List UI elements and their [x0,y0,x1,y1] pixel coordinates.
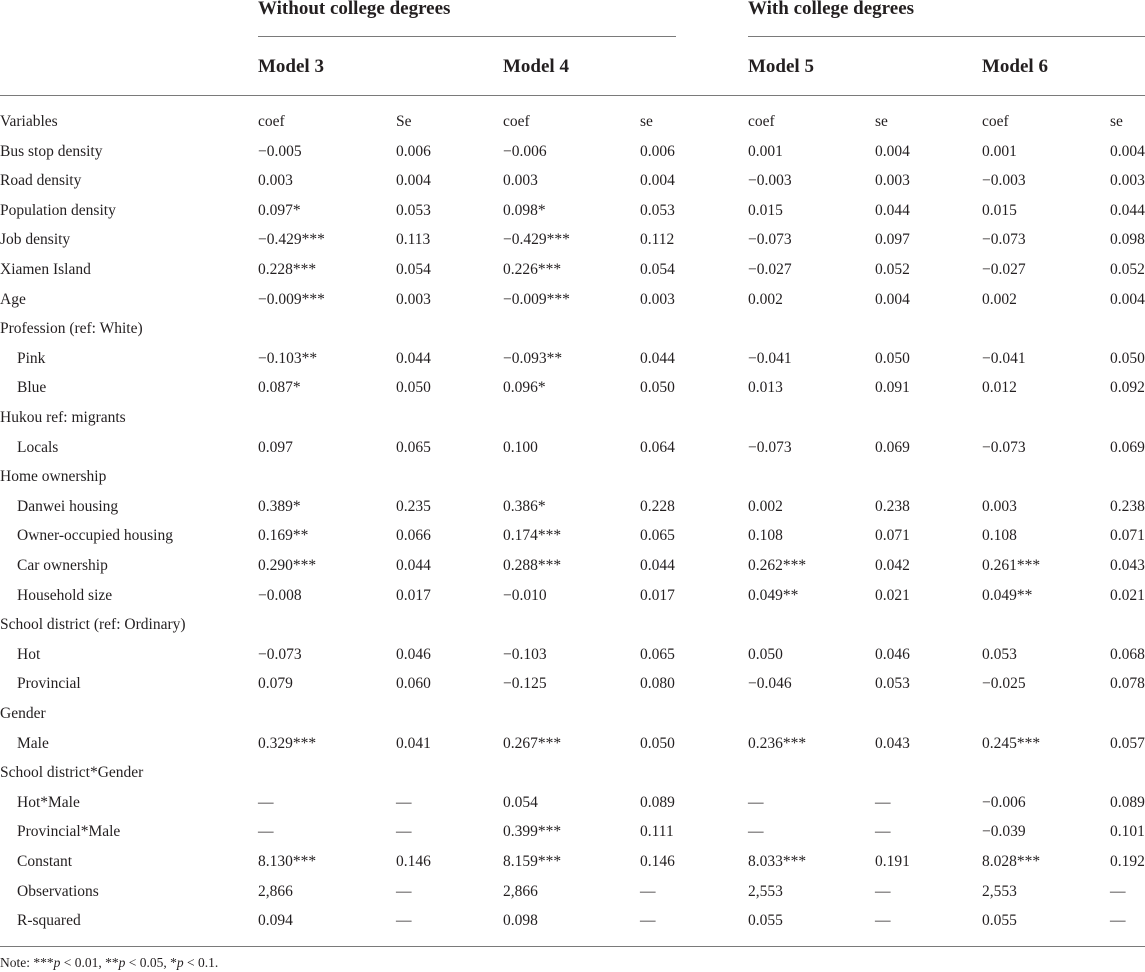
coef-cell: −0.009*** [258,290,325,308]
coef-cell: 0.399*** [503,823,562,841]
row-label: Hot [17,645,41,663]
se-cell: 0.191 [875,853,910,870]
se-cell: 0.050 [875,349,910,367]
coef-cell: 2,553 [982,882,1017,900]
se-cell: 0.071 [1110,527,1145,545]
se-cell: 0.006 [640,142,675,160]
row-label: Household size [17,586,113,604]
coef-cell: 0.012 [982,379,1017,397]
coef-cell: — [748,823,764,841]
coef-cell: −0.006 [503,142,547,160]
se-cell: 0.004 [875,142,910,160]
se-cell: 0.050 [396,379,431,397]
row-label: Job density [0,231,71,249]
coef-cell: 0.226*** [503,261,562,278]
table-row [0,498,1145,527]
coef-cell: 0.108 [982,527,1017,545]
coef-cell: 8.028*** [982,853,1041,870]
model-5-title: Model 5 [748,56,814,77]
coef-cell: 0.288*** [503,557,562,574]
se-cell: 0.146 [640,853,675,870]
coef-cell: 0.097 [258,438,293,456]
se-cell: — [875,882,891,900]
table-row [0,202,1145,231]
se-cell: 0.046 [396,645,431,663]
se-cell: 0.017 [396,586,431,604]
se-cell: 0.004 [640,172,675,190]
coef-cell: 0.169** [258,527,309,545]
table-row [0,646,1145,675]
row-label: Home ownership [0,468,107,486]
table-row [0,735,1145,764]
se-cell: 0.089 [640,793,675,811]
coef-cell: 0.096* [503,379,546,397]
coef-cell: 0.050 [748,645,783,663]
se-cell: Se [396,113,412,130]
coef-cell: 0.094 [258,912,293,930]
row-label: Provincial [17,675,81,693]
coef-cell: −0.073 [748,438,792,456]
row-label: School district*Gender [0,764,144,782]
se-cell: 0.052 [1110,261,1145,278]
coef-cell: −0.008 [258,586,302,604]
se-cell: 0.044 [396,557,431,574]
coef-cell: 0.267*** [503,734,562,752]
coef-cell: −0.103 [503,645,547,663]
se-cell: 0.192 [1110,853,1145,870]
coef-cell: coef [982,113,1009,130]
coef-cell: 0.097* [258,201,301,219]
table-row [0,616,1145,645]
coef-cell: — [258,793,274,811]
se-cell: 0.069 [1110,438,1145,456]
table-row [0,468,1145,497]
row-label: Hot*Male [17,793,80,811]
row-label: Road density [0,172,82,190]
coef-cell: 0.098 [503,912,538,930]
se-cell: se [875,113,888,130]
coef-cell: 0.329*** [258,734,317,752]
row-label: Danwei housing [17,497,119,515]
coef-cell: 0.236*** [748,734,807,752]
model-6-title: Model 6 [982,56,1048,77]
se-cell: 0.101 [1110,823,1145,841]
table-row [0,527,1145,556]
se-cell: 0.044 [396,349,431,367]
coef-cell: 0.001 [982,142,1017,160]
row-label: Locals [17,438,59,456]
row-label: Bus stop density [0,142,103,160]
se-cell: 0.021 [875,586,910,604]
se-cell: 0.065 [640,645,675,663]
se-cell: 0.044 [1110,201,1145,219]
se-cell: — [1110,882,1126,900]
table-row [0,113,1145,142]
row-label: Xiamen Island [0,261,91,278]
se-cell: 0.053 [396,201,431,219]
model-3-title: Model 3 [258,56,324,77]
table-row [0,350,1145,379]
table-row [0,557,1145,586]
se-cell: 0.111 [640,823,674,841]
se-cell: 0.044 [640,349,675,367]
se-cell: 0.003 [875,172,910,190]
coef-cell: 0.049** [982,586,1033,604]
se-cell: 0.065 [640,527,675,545]
se-cell: 0.078 [1110,675,1145,693]
coef-cell: −0.006 [982,793,1026,811]
row-label: Hukou ref: migrants [0,409,126,426]
se-cell: 0.238 [1110,497,1145,515]
se-cell: 0.042 [875,557,910,574]
group-underline-left [258,36,676,37]
coef-cell: −0.073 [982,438,1026,456]
row-label: Blue [17,379,47,397]
coef-cell: — [258,823,274,841]
se-cell: 0.053 [875,675,910,693]
coef-cell: 0.002 [982,290,1017,308]
bottom-rule [0,946,1145,947]
se-cell: — [396,823,412,841]
se-cell: 0.080 [640,675,675,693]
coef-cell: 0.003 [982,497,1017,515]
se-cell: 0.044 [640,557,675,574]
group-title-with-college: With college degrees [748,0,915,19]
se-cell: 0.066 [396,527,431,545]
row-label: R-squared [17,912,81,930]
row-label: Age [0,290,26,308]
se-cell: — [640,912,656,930]
se-cell: 0.146 [396,853,431,870]
coef-cell: 0.389* [258,497,301,515]
se-cell: — [640,882,656,900]
se-cell: 0.092 [1110,379,1145,397]
coef-cell: 0.228*** [258,261,317,278]
se-cell: — [1110,912,1126,930]
se-cell: 0.017 [640,586,675,604]
coef-cell: 0.261*** [982,557,1041,574]
table-note: Note: ***p < 0.01, **p < 0.05, *p < 0.1. [0,955,219,970]
coef-cell: 0.015 [748,201,783,219]
coef-cell: −0.073 [982,231,1026,249]
coef-cell: −0.025 [982,675,1026,693]
coef-cell: 0.262*** [748,557,807,574]
table-row [0,794,1145,823]
se-cell: 0.069 [875,438,910,456]
se-cell: — [396,882,412,900]
coef-cell: 8.130*** [258,853,317,870]
coef-cell: −0.003 [982,172,1026,190]
coef-cell: 0.054 [503,793,538,811]
se-cell: 0.060 [396,675,431,693]
row-label: Male [17,734,49,752]
table-row [0,379,1145,408]
se-cell: — [396,793,412,811]
se-cell: — [875,793,891,811]
coef-cell: −0.429*** [258,231,325,249]
se-cell: 0.065 [396,438,431,456]
row-label: Observations [17,882,99,900]
se-cell: 0.003 [640,290,675,308]
se-cell: — [396,912,412,930]
se-cell: 0.113 [396,231,431,249]
row-label: Population density [0,201,116,219]
se-cell: — [875,823,891,841]
group-underline-right [748,36,1145,37]
se-cell: 0.235 [396,497,431,515]
header-rule [0,95,1145,96]
coef-cell: 0.087* [258,379,301,397]
coef-cell: −0.009*** [503,290,570,308]
row-label: Provincial*Male [17,823,121,841]
se-cell: 0.004 [396,172,431,190]
table-row [0,823,1145,852]
coef-cell: 0.290*** [258,557,317,574]
coef-cell: 0.174*** [503,527,562,545]
se-cell: 0.004 [1110,290,1145,308]
coef-cell: 0.079 [258,675,293,693]
se-cell: 0.043 [1110,557,1145,574]
row-label: Gender [0,705,46,722]
row-label: Profession (ref: White) [0,320,143,338]
se-cell: 0.021 [1110,586,1145,604]
se-cell: 0.003 [1110,172,1145,190]
table-row [0,291,1145,320]
table-row [0,231,1145,260]
se-cell: 0.091 [875,379,910,397]
se-cell: 0.052 [875,261,910,278]
group-title-without-college: Without college degrees [258,0,451,19]
coef-cell: 2,866 [258,882,293,900]
se-cell: 0.043 [875,734,910,752]
table-row [0,705,1145,734]
se-cell: 0.054 [640,261,675,278]
table-row [0,675,1145,704]
se-cell: 0.098 [1110,231,1145,249]
coef-cell: −0.073 [748,231,792,249]
se-cell: 0.003 [396,290,431,308]
coef-cell: −0.027 [982,261,1026,278]
coef-cell: 0.013 [748,379,783,397]
se-cell: se [640,113,653,130]
coef-cell: coef [258,113,285,130]
coef-cell: coef [748,113,775,130]
model-4-title: Model 4 [503,56,569,77]
se-cell: 0.004 [875,290,910,308]
se-cell: 0.006 [396,142,431,160]
se-cell: 0.046 [875,645,910,663]
coef-cell: 0.055 [982,912,1017,930]
coef-cell: 0.015 [982,201,1017,219]
coef-cell: −0.010 [503,586,547,604]
row-label: Variables [0,113,58,130]
se-cell: 0.064 [640,438,675,456]
se-cell: 0.238 [875,497,910,515]
se-cell: 0.041 [396,734,431,752]
table-row [0,439,1145,468]
coef-cell: 0.049** [748,586,799,604]
coef-cell: 0.003 [503,172,538,190]
coef-cell: 2,553 [748,882,783,900]
coef-cell: −0.073 [258,645,302,663]
se-cell: 0.050 [640,734,675,752]
table-row [0,409,1145,438]
coef-cell: −0.003 [748,172,792,190]
se-cell: 0.050 [640,379,675,397]
coef-cell: −0.125 [503,675,547,693]
row-label: School district (ref: Ordinary) [0,616,186,634]
coef-cell: 0.003 [258,172,293,190]
se-cell: se [1110,113,1123,130]
row-label: Car ownership [17,557,108,574]
table-row [0,143,1145,172]
coef-cell: −0.005 [258,142,302,160]
coef-cell: 2,866 [503,882,538,900]
se-cell: 0.044 [875,201,910,219]
se-cell: 0.089 [1110,793,1145,811]
se-cell: 0.097 [875,231,910,249]
coef-cell: −0.103** [258,349,318,367]
row-label: Constant [17,853,73,870]
coef-cell: 0.002 [748,290,783,308]
coef-cell: −0.429*** [503,231,570,249]
se-cell: 0.050 [1110,349,1145,367]
se-cell: 0.057 [1110,734,1145,752]
coef-cell: 0.053 [982,645,1017,663]
table-row [0,172,1145,201]
se-cell: — [875,912,891,930]
coef-cell: 0.386* [503,497,546,515]
se-cell: 0.228 [640,497,675,515]
table-row [0,764,1145,793]
row-label: Pink [17,349,46,367]
coef-cell: −0.093** [503,349,563,367]
coef-cell: — [748,793,764,811]
coef-cell: −0.039 [982,823,1026,841]
table-row [0,883,1145,912]
table-row [0,912,1145,941]
coef-cell: 0.245*** [982,734,1041,752]
coef-cell: 0.002 [748,497,783,515]
coef-cell: 0.108 [748,527,783,545]
se-cell: 0.054 [396,261,431,278]
coef-cell: −0.041 [982,349,1026,367]
row-label: Owner-occupied housing [17,527,173,545]
coef-cell: −0.041 [748,349,792,367]
coef-cell: 0.098* [503,201,546,219]
table-row [0,587,1145,616]
coef-cell: 0.100 [503,438,538,456]
table-row [0,320,1145,349]
coef-cell: 8.159*** [503,853,562,870]
table-row [0,261,1145,290]
se-cell: 0.112 [640,231,675,249]
coef-cell: 8.033*** [748,853,807,870]
table-row [0,853,1145,882]
se-cell: 0.053 [640,201,675,219]
coef-cell: −0.046 [748,675,792,693]
coef-cell: −0.027 [748,261,792,278]
coef-cell: 0.055 [748,912,783,930]
se-cell: 0.004 [1110,142,1145,160]
se-cell: 0.071 [875,527,910,545]
coef-cell: 0.001 [748,142,783,160]
se-cell: 0.068 [1110,645,1145,663]
coef-cell: coef [503,113,530,130]
